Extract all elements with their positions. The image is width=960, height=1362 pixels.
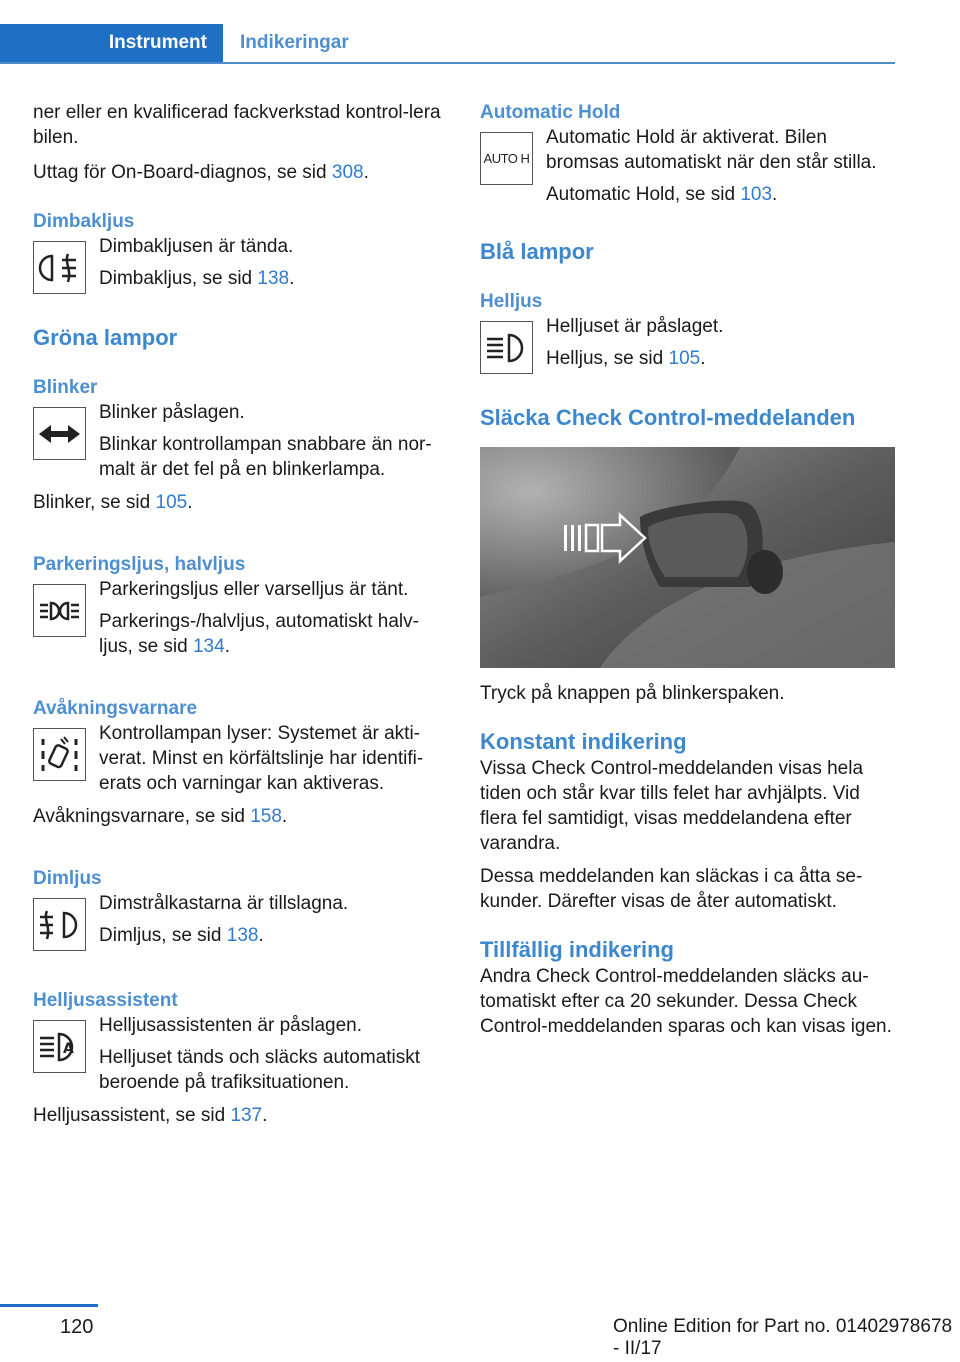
edition-note: Online Edition for Part no. 01402978678 - II/17 [613, 1316, 953, 1359]
section-title-dimljus: Dimljus [33, 868, 102, 889]
page-link[interactable]: 137 [230, 1105, 263, 1126]
indicator-description: Automatic Hold är aktiverat. Bilen bromsas automatiskt när den står stilla. [546, 127, 877, 173]
lane-departure-icon [33, 728, 86, 781]
konstant-paragraph-1: Vissa Check Control-meddelanden visas hela tiden och står kvar tills felet har avhjälpts. Vid flera fel samtidigt, visas meddelandena efter varandra. [480, 758, 864, 854]
indicator-description-detail: Helljuset tänds och släcks automatiskt beroende på trafiksituationen. [99, 1047, 421, 1093]
indicator-entry-helljus [480, 314, 896, 374]
indicator-description: Helljuset är påslaget. [546, 316, 724, 337]
svg-text:A: A [63, 1040, 74, 1057]
indicator-description: Kontrollampan lyser: Systemet är akti-verat. Minst en körfältslinje har identifi-erats och varningar kan aktiveras. [99, 723, 424, 794]
section-heading-slacka: Släcka Check Control-meddelanden [480, 405, 856, 430]
indicator-description: Dimbakljusen är tända. [99, 236, 294, 257]
chapter-tabs [0, 24, 895, 64]
indicator-reference: Parkerings-/halvljus, automatiskt halv-ljus, se sid 134. [99, 611, 419, 657]
indicator-entry-dimbakljus [33, 234, 448, 294]
auto-hold-icon-text: AUTO H [483, 151, 530, 166]
page-link[interactable]: 103 [740, 184, 773, 205]
indicator-description: Parkeringsljus eller varselljus är tänt. [99, 579, 409, 600]
rear-fog-light-icon [33, 241, 86, 294]
page-link[interactable]: 134 [192, 636, 225, 657]
page-link[interactable]: 138 [257, 268, 290, 289]
section-title-helljusassistent: Helljusassistent [33, 990, 178, 1011]
section-title-avakning: Avåkningsvarnare [33, 698, 198, 719]
tab-instrument[interactable]: Instrument [0, 24, 223, 62]
section-title-autohold: Automatic Hold [480, 102, 621, 123]
section-heading-konstant: Konstant indikering [480, 729, 687, 754]
page-link[interactable]: 308 [331, 162, 364, 183]
right-column [480, 100, 896, 1039]
section-heading-grona: Gröna lampor [33, 325, 178, 350]
tab-indikeringar[interactable]: Indikeringar [240, 32, 349, 53]
photo-caption: Tryck på knappen på blinkerspaken. [480, 683, 785, 704]
indicator-entry-dimljus [33, 891, 448, 951]
indicator-description: Blinker påslagen. [99, 402, 245, 423]
indicator-entry-helljusassistent [33, 1013, 448, 1095]
indicator-reference: Dimbakljus, se sid 138. [99, 268, 295, 289]
page-link[interactable]: 158 [250, 806, 282, 827]
indicator-description: Dimstrålkastarna är tillslagna. [99, 893, 349, 914]
indicator-description: Helljusassistenten är påslagen. [99, 1015, 362, 1036]
section-title-blinker: Blinker [33, 377, 98, 398]
indicator-entry-parkering [33, 577, 448, 659]
page-link[interactable]: 105 [155, 492, 188, 513]
front-fog-light-icon [33, 898, 86, 951]
indicator-reference: Dimljus, se sid 138. [99, 925, 264, 946]
obd-reference: Uttag för On-Board-diagnos, se sid 308. [33, 162, 369, 183]
parking-light-icon [33, 584, 86, 637]
helljusassistent-reference: Helljusassistent, se sid 137. [33, 1105, 268, 1126]
indicator-reference: Helljus, se sid 105. [546, 348, 706, 369]
auto-hold-icon [480, 132, 533, 185]
section-heading-tillfallig: Tillfällig indikering [480, 937, 674, 962]
tillfallig-paragraph: Andra Check Control-meddelanden släcks au-tomatiskt efter ca 20 sekunder. Dessa Check Control-meddelanden sparas och kan visas igen. [480, 966, 892, 1037]
indicator-reference: Automatic Hold, se sid 103. [546, 184, 778, 205]
turn-signal-icon [33, 407, 86, 460]
page-number: 120 [60, 1316, 94, 1338]
page-link[interactable]: 138 [226, 925, 259, 946]
section-title-dimbakljus: Dimbakljus [33, 211, 135, 232]
section-title-parkering: Parkeringsljus, halvljus [33, 554, 246, 575]
lever-illustration [480, 447, 895, 668]
konstant-paragraph-2: Dessa meddelanden kan släckas i ca åtta se-kunder. Därefter visas de åter automatiskt. [480, 866, 863, 912]
intro-paragraph: ner eller en kvalificerad fackverkstad kontrol-lera bilen. [33, 102, 441, 148]
blinker-reference: Blinker, se sid 105. [33, 492, 193, 513]
high-beam-icon [480, 321, 533, 374]
left-column [33, 100, 448, 1128]
avakning-reference: Avåkningsvarnare, se sid 158. [33, 806, 288, 827]
indicator-entry-autohold [480, 125, 896, 207]
indicator-entry-avakning [33, 721, 448, 796]
section-heading-bla: Blå lampor [480, 239, 594, 264]
indicator-description-detail: Blinkar kontrollampan snabbare än nor-malt är det fel på en blinkerlampa. [99, 434, 432, 480]
high-beam-assistant-icon [33, 1020, 86, 1073]
page-link[interactable]: 105 [668, 348, 701, 369]
indicator-entry-blinker [33, 400, 448, 482]
section-title-helljus: Helljus [480, 291, 543, 312]
turn-signal-lever-photo [480, 447, 895, 668]
footer-rule [0, 1304, 98, 1307]
